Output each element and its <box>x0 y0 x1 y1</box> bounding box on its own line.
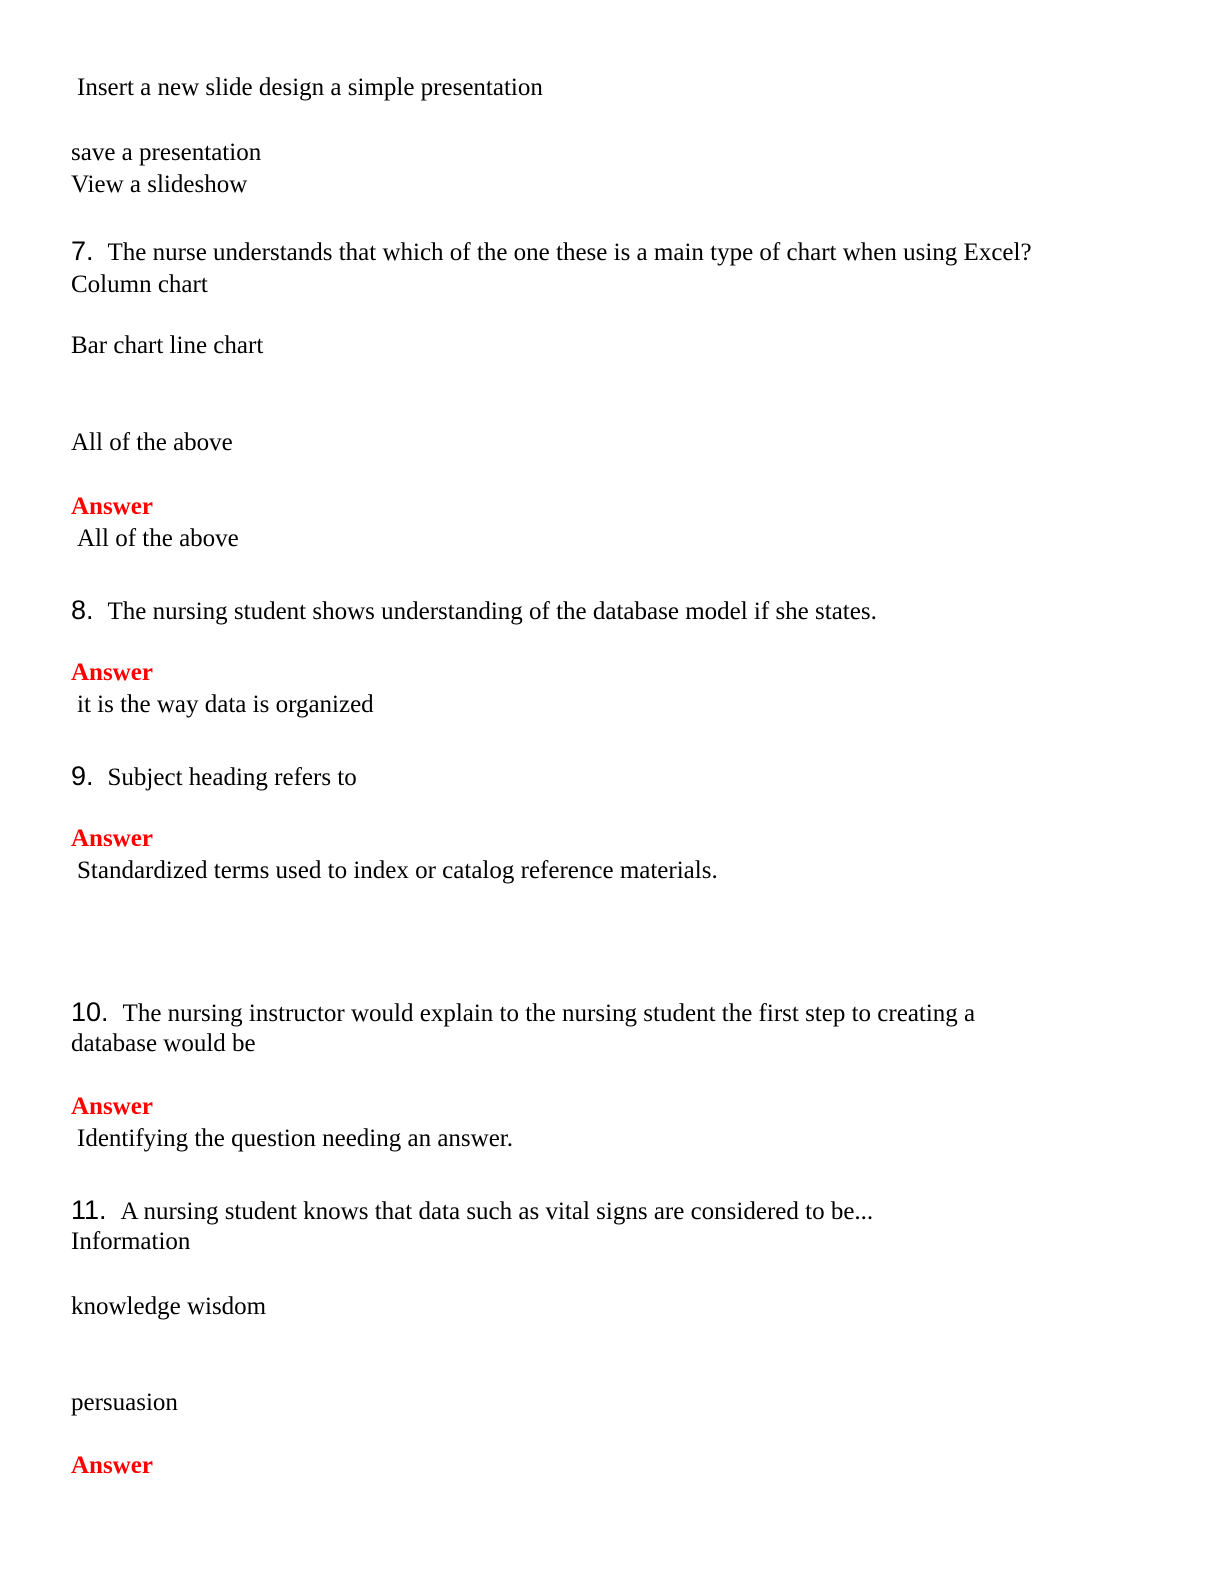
prev-option-b: save a presentation <box>71 139 262 166</box>
question-11 <box>71 1194 873 1228</box>
q8-answer-label: Answer <box>71 659 153 686</box>
q7-answer-text: All of the above <box>77 525 239 552</box>
question-10-continued: database would be <box>71 1030 256 1057</box>
prev-option-c: View a slideshow <box>71 171 248 198</box>
q9-answer-label: Answer <box>71 825 153 852</box>
question-text: The nursing instructor would explain to the nursing student the first step to creating a <box>122 1000 976 1027</box>
q7-option-3: All of the above <box>71 429 233 456</box>
prev-option-a: Insert a new slide design a simple presentation <box>77 74 543 101</box>
question-text: A nursing student knows that data such as vital signs are considered to be... <box>120 1198 874 1225</box>
question-text: The nursing student shows understanding of the database model if she states. <box>107 598 877 625</box>
q7-option-2: Bar chart line chart <box>71 332 264 359</box>
question-10 <box>71 996 975 1030</box>
q10-answer-label: Answer <box>71 1093 153 1120</box>
question-8 <box>71 594 877 628</box>
q8-answer-text: it is the way data is organized <box>77 691 374 718</box>
q9-answer-text: Standardized terms used to index or catalog reference materials. <box>77 857 718 884</box>
q11-option-2: knowledge wisdom <box>71 1293 267 1320</box>
question-number: 11. <box>71 1195 107 1225</box>
question-number: 8. <box>71 595 94 625</box>
q11-option-1: Information <box>71 1228 191 1255</box>
q11-option-3: persuasion <box>71 1389 178 1416</box>
question-number: 10. <box>71 997 109 1027</box>
question-text: The nurse understands that which of the one these is a main type of chart when using Excel? <box>107 239 1032 266</box>
question-number: 9. <box>71 761 94 791</box>
question-7 <box>71 235 1032 269</box>
q7-option-1: Column chart <box>71 271 208 298</box>
q7-answer-label: Answer <box>71 493 153 520</box>
q10-answer-text: Identifying the question needing an answer. <box>77 1125 513 1152</box>
question-text: Subject heading refers to <box>107 764 357 791</box>
question-number: 7. <box>71 236 94 266</box>
question-9 <box>71 760 357 794</box>
q11-answer-label: Answer <box>71 1452 153 1479</box>
